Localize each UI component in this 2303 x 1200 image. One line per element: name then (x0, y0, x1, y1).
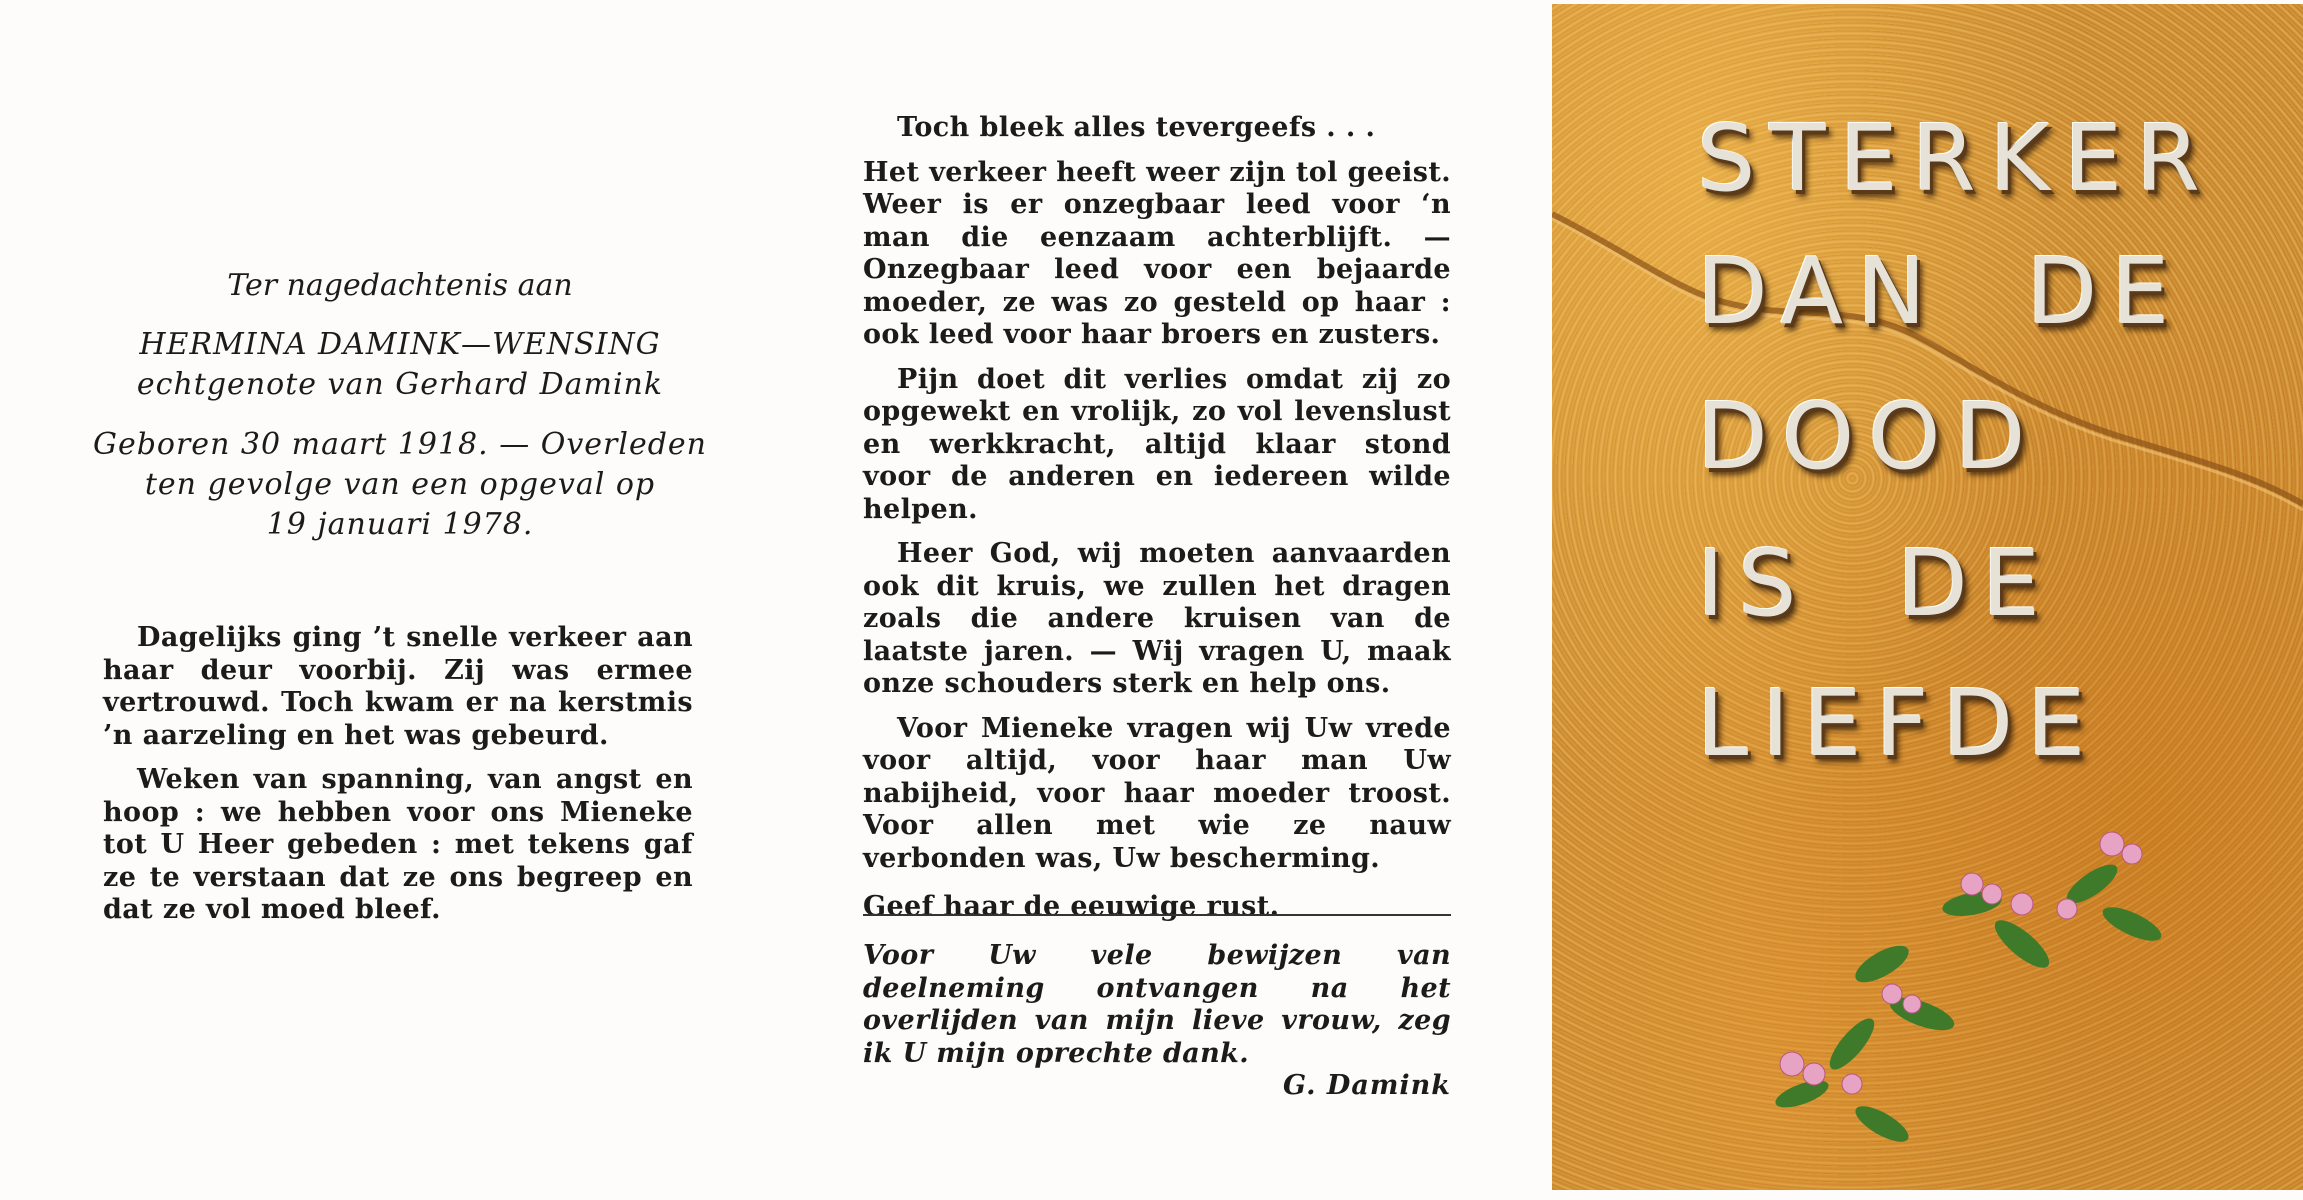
photo-panel (1552, 4, 2303, 1190)
dates-line-2: ten gevolge van een opgeval op (144, 467, 656, 502)
carved-text-line: DOOD (1697, 383, 2040, 490)
left-paragraph: Weken van spanning, van angst en hoop : we hebben voor ons Mieneke tot U Heer gebeden : met tekens gaf ze te verstaan dat ze ons begreep en dat ze vol moed bleef. (103, 764, 693, 925)
dates-block (90, 425, 710, 545)
divider-line (863, 914, 1451, 916)
middle-body-text (863, 112, 1451, 936)
memorial-label: Ter nagedachtenis aan (227, 268, 573, 303)
carved-text-line: LIEFDE (1697, 670, 2100, 777)
flowers-graphic (1552, 4, 2303, 1190)
spouse-line: echtgenote van Gerhard Damink (136, 367, 664, 402)
middle-paragraph: Toch bleek alles tevergeefs . . . (897, 112, 1376, 143)
middle-paragraph: Heer God, wij moeten aanvaarden ook dit kruis, we zullen het dragen zoals die andere kruisen van de laatste jaren. — Wij vragen U, maak onze schouders sterk en help ons. (863, 538, 1451, 699)
thanks-text: Voor Uw vele bewijzen van deelneming ontvangen na het overlijden van mijn lieve vrouw, zeg ik U mijn oprechte dank. (863, 940, 1451, 1069)
deceased-name: HERMINA DAMINK—WENSING (139, 327, 661, 362)
left-page (0, 0, 800, 1200)
carved-text-line: STERKER (1697, 105, 2215, 212)
left-body-text (103, 622, 693, 939)
left-paragraph: Dagelijks ging ’t snelle verkeer aan haar deur voorbij. Zij was ermee vertrouwd. Toch kwam er na kerstmis ’n aarzeling en het was gebeurd. (103, 622, 693, 751)
carved-text-line: DAN DE (1697, 238, 2184, 345)
middle-paragraph: Voor Mieneke vragen wij Uw vrede voor altijd, voor haar man Uw nabijheid, voor haar moeder troost. Voor allen met wie ze nauw verbonden was, Uw bescherming. (863, 712, 1451, 874)
signature: G. Damink (1283, 1070, 1451, 1101)
dates-line-1: Geboren 30 maart 1918. — Overleden (92, 427, 708, 462)
middle-paragraph: Het verkeer heeft weer zijn tol geeist. Weer is er onzegbaar leed voor ‘n man die eenzaam achterblijft. — Onzegbaar leed voor een bejaarde moeder, ze was zo gesteld op haar : ook leed voor haar broers en zusters. (863, 156, 1451, 350)
closing-line: Geef haar de eeuwige rust. (863, 891, 1280, 922)
dates-line-3: 19 januari 1978. (266, 507, 534, 542)
middle-paragraph: Pijn doet dit verlies omdat zij zo opgewekt en vrolijk, zo vol levenslust en werkkracht, altijd klaar stond voor de anderen en iedereen wilde helpen. (863, 363, 1451, 525)
carved-text-line: IS DE (1697, 530, 2054, 637)
deceased-name-block (90, 325, 710, 405)
